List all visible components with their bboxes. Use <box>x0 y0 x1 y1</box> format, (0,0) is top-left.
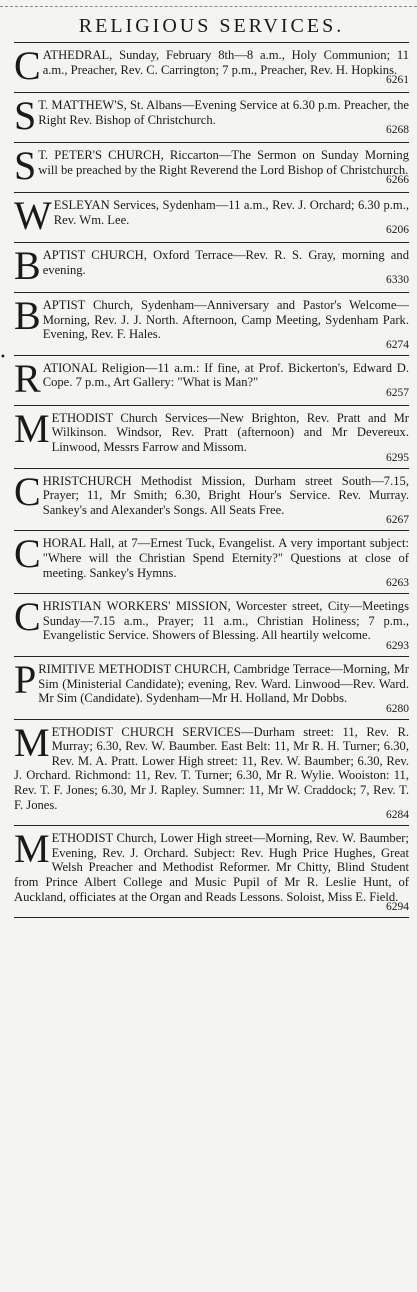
notice-text: T. PETER'S CHURCH, Riccarton—The Sermon on Sunday Morning will be preached by the Right Reverend the Lord Bishop of Christchurch. <box>38 148 409 177</box>
divider <box>14 292 409 293</box>
divider <box>14 192 409 193</box>
notice-item <box>14 594 409 654</box>
top-dashed-rule <box>0 0 417 7</box>
notice-code: 6330 <box>386 274 409 287</box>
notice-code: 6284 <box>386 809 409 822</box>
notice-dropcap: C <box>14 468 41 514</box>
notice-text: HRISTIAN WORKERS' MISSION, Worcester street, City—Meetings Sunday—7.15 a.m., Prayer; 11 a.m., Christian Holiness; 7 p.m., Evangelistic Service. Showers of Blessing. All heartily welcome. <box>42 599 409 643</box>
divider <box>14 825 409 826</box>
notice-item <box>14 243 409 290</box>
notice-dropcap: M <box>14 826 50 872</box>
divider <box>14 355 409 356</box>
margin-dot-icon: • <box>0 352 6 363</box>
divider <box>14 530 409 531</box>
notice-code: 6257 <box>386 386 409 399</box>
section-heading: RELIGIOUS SERVICES. <box>78 15 345 37</box>
divider <box>14 142 409 143</box>
notice-dropcap: B <box>14 243 41 288</box>
notice-dropcap: P <box>14 656 37 702</box>
notice-code: 6274 <box>386 338 409 351</box>
notice-text: ATHEDRAL, Sunday, February 8th—8 a.m., Holy Communion; 11 a.m., Preacher, Rev. C. Carrington; 7 p.m., Preacher, Rev. H. Hopkins. <box>42 48 409 77</box>
notice-code: 6267 <box>386 514 409 527</box>
notice-code: 6280 <box>386 702 409 715</box>
divider <box>14 405 409 406</box>
divider <box>14 92 409 93</box>
notice-code: 6266 <box>386 174 409 187</box>
notice-text: APTIST CHURCH, Oxford Terrace—Rev. R. S. Gray, morning and evening. <box>42 248 409 277</box>
notice-text: ETHODIST Church Services—New Brighton, Rev. Pratt and Mr Wilkinson. Windsor, Rev. Pratt (afternoon) and Mr Devereux. Linwood, Messrs Farrow and Missom. <box>51 410 409 454</box>
notice-text: APTIST Church, Sydenham—Anniversary and Pastor's Welcome—Morning, Rev. J. J. North. Afternoon, Camp Meeting, Sydenham Park. Evening, Rev. F. Hales. <box>42 298 409 342</box>
divider <box>14 917 409 918</box>
notice-text: ESLEYAN Services, Sydenham—11 a.m., Rev. J. Orchard; 6.30 p.m., Rev. Wm. Lee. <box>53 198 409 227</box>
notice-item <box>14 293 409 353</box>
notice-item <box>14 468 409 529</box>
notice-item <box>14 405 409 466</box>
notice-code: 6294 <box>386 901 409 914</box>
notices-list <box>14 43 409 918</box>
notice-item <box>14 143 409 190</box>
notice-dropcap: C <box>14 594 41 640</box>
notice-dropcap: C <box>14 531 41 577</box>
notice-dropcap: W <box>14 193 52 238</box>
notice-code: 6293 <box>386 639 409 652</box>
notice-text: ETHODIST Church, Lower High street—Morning, Rev. W. Baumber; Evening, Rev. J. Orchard. Subject: Rev. Hugh Price Hughes, Great Welsh Preacher and Methodist Reformer. Mr Chitty, Blind Student from Prince Albert College and Music Pupil of Mr R. Leslie Hunt, of Auckland, officiates at the Organ and Reads Lessons. Soloist, Miss E. Field. <box>14 831 409 904</box>
notice-dropcap: R <box>14 355 41 401</box>
notice-item <box>14 193 409 240</box>
notice-text: T. MATTHEW'S, St. Albans—Evening Service at 6.30 p.m. Preacher, the Right Rev. Bishop of Christchurch. <box>38 98 409 127</box>
notice-item <box>14 355 409 403</box>
notice-text: HORAL Hall, at 7—Ernest Tuck, Evangelist. A very important subject: "Where will the Christian Spend Eternity?" Questions at close of meeting. Sankey's Hymns. <box>42 536 409 580</box>
divider <box>14 242 409 243</box>
notice-code: 6263 <box>386 577 409 590</box>
divider <box>14 656 409 657</box>
notice-dropcap: B <box>14 293 41 338</box>
notice-dropcap: M <box>14 719 50 765</box>
notice-dropcap: S <box>14 143 37 188</box>
notice-dropcap: M <box>14 405 50 451</box>
divider <box>14 468 409 469</box>
notice-text: ETHODIST CHURCH SERVICES—Durham street: 11, Rev. R. Murray; 6.30, Rev. W. Baumber. East Belt: 11, Mr R. H. Turner; 6.30, Rev. M. A. Pratt. Lower High street: 11, Rev. W. Baumber; 6.30, Rev. J. Orchard. Richmond: 11, Rev. T. Turner; 6.30, Mr R. Wylie. Wooiston: 11, Rev. T. F. Jones; 6.30, Mr J. Rapley. Sumner: 11, Mr W. Craddock; 7, Rev. T. F. Jones. <box>14 724 409 812</box>
notice-item <box>14 719 409 824</box>
notice-text: HRISTCHURCH Methodist Mission, Durham street South—7.15, Prayer; 11, Mr Smith; 6.30, Bright Hour's Service. Rev. Murray. Sankey's and Alexander's Songs. All Seats Free. <box>42 473 409 517</box>
notice-item <box>14 43 409 90</box>
notice-text: RIMITIVE METHODIST CHURCH, Cambridge Terrace—Morning, Mr Sim (Ministerial Candidate); evening, Rev. Ward. Linwood—Rev. Ward. Mr Sim (Candidate). Sydenham—Mr H. Holland, Mr Dobbs. <box>38 661 409 706</box>
notice-code: 6295 <box>386 451 409 464</box>
notice-code: 6268 <box>386 124 409 137</box>
notice-text: ATIONAL Religion—11 a.m.: If fine, at Prof. Bickerton's, Edward D. Cope. 7 p.m., Art Gallery: "What is Man?" <box>42 360 409 390</box>
notice-item <box>14 531 409 591</box>
notice-code: 6261 <box>386 74 409 87</box>
notice-item <box>14 656 409 717</box>
notice-item <box>14 826 409 915</box>
notice-item <box>14 93 409 140</box>
divider <box>14 593 409 594</box>
notice-dropcap: S <box>14 93 37 138</box>
divider <box>14 719 409 720</box>
divider <box>14 42 409 43</box>
notice-dropcap: C <box>14 43 41 88</box>
notice-code: 6206 <box>386 224 409 237</box>
